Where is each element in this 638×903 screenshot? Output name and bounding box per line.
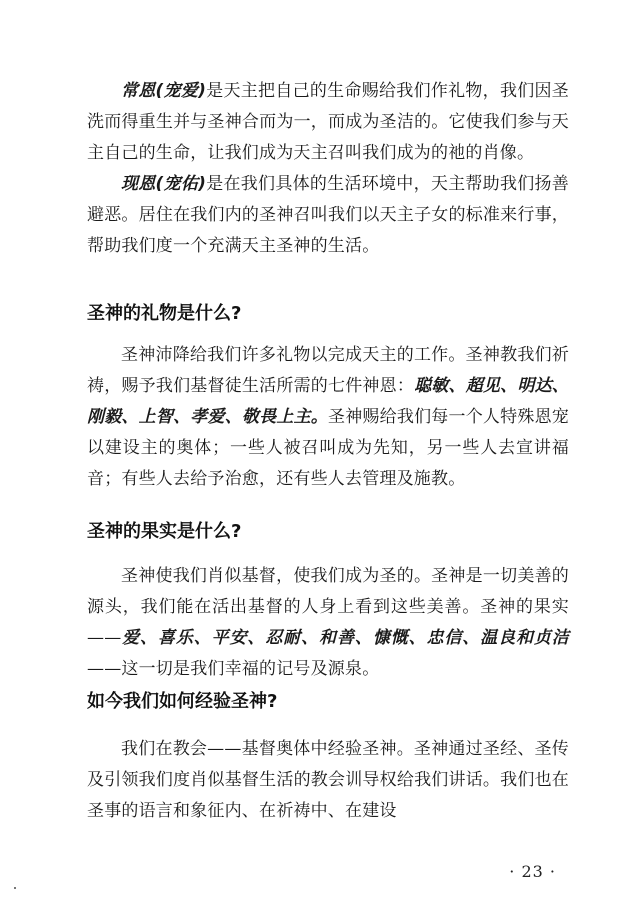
page-number: · 23 · bbox=[509, 862, 556, 881]
gifts-list: 聪敏、超见、明达、刚毅、上智、孝爱、敬畏上主。 bbox=[87, 376, 569, 427]
paragraph-sanctifying-grace bbox=[87, 76, 569, 169]
paragraph-text: 圣神使我们肖似基督，使我们成为圣的。圣神是一切美善的源头，我们能在活出基督的人身上看到这些美善。圣神的果实—— bbox=[87, 566, 569, 648]
paragraph-gifts bbox=[87, 340, 569, 495]
paragraph-fruits bbox=[87, 561, 569, 685]
paragraph-experience: 我们在教会——基督奥体中经验圣神。圣神通过圣经、圣传及引领我们度肖似基督生活的教会训导权给我们讲话。我们也在圣事的语言和象征内、在祈祷中、在建设 bbox=[87, 739, 569, 821]
paragraph-text: ——这一切是我们幸福的记号及源泉。 bbox=[87, 659, 380, 679]
paragraph-text: 是天主把自己的生命赐给我们作礼物，我们因圣洗而得重生并与圣神合而为一，而成为圣洁的。它使我们参与天主自己的生命，让我们成为天主召叫我们成为的祂的肖像。 bbox=[87, 81, 569, 163]
paragraph-actual-grace bbox=[87, 169, 569, 262]
scan-speck bbox=[14, 887, 16, 889]
heading-fruits: 圣神的果实是什么? bbox=[87, 521, 242, 542]
paragraph-text: 圣神赐给我们每一个人特殊恩宠以建设主的奥体；一些人被召叫成为先知，另一些人去宣讲福音；有些人去给予治愈，还有些人去管理及施教。 bbox=[87, 407, 569, 489]
paragraph-text: 圣神沛降给我们许多礼物以完成天主的工作。圣神教我们祈祷，赐予我们基督徒生活所需的七件神恩： bbox=[87, 345, 569, 396]
paragraph-grace-block bbox=[87, 76, 569, 262]
paragraph-gifts-block bbox=[87, 340, 569, 495]
paragraph-text: 是在我们具体的生活环境中，天主帮助我们扬善避恶。居住在我们内的圣神召叫我们以天主子女的标准来行事，帮助我们度一个充满天主圣神的生活。 bbox=[87, 174, 569, 256]
heading-gifts: 圣神的礼物是什么? bbox=[87, 303, 242, 324]
term-actual-grace: 现恩(宠佑) bbox=[121, 174, 207, 194]
fruits-list: 爱、喜乐、平安、忍耐、和善、慷慨、忠信、温良和贞洁 bbox=[121, 628, 569, 648]
term-sanctifying-grace: 常恩(宠爱) bbox=[121, 81, 207, 101]
paragraph-experience-block bbox=[87, 734, 569, 827]
paragraph-fruits-block bbox=[87, 561, 569, 685]
heading-experience: 如今我们如何经验圣神? bbox=[87, 691, 278, 712]
